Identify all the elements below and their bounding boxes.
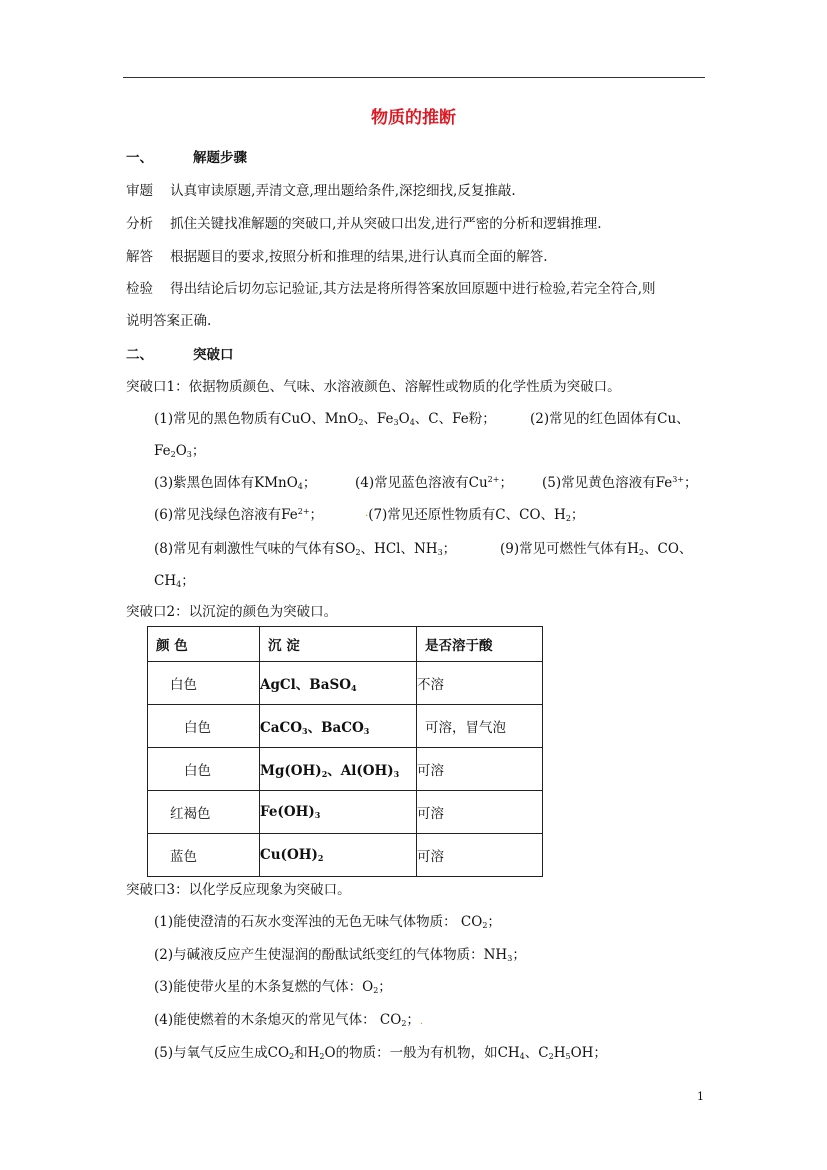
header-color: 颜 色 [148, 627, 260, 662]
bk3-item-1: (1)能使澄清的石灰水变浑浊的无色无味气体物质： $CO_2$； [154, 914, 501, 930]
bk1-item-9: (9)常见可燃性气体有$H_2$、CO、 [500, 541, 693, 557]
stray-mark: · [365, 511, 369, 522]
section-title: 解题步骤 [193, 150, 247, 166]
page-title: 物质的推断 [371, 108, 456, 128]
stray-mark: . [419, 1016, 424, 1027]
bk1-item-2: (2)常见的红色固体有Cu、 [530, 411, 690, 427]
header-acid-soluble: 是否溶于酸 [417, 627, 543, 662]
table-header-row [148, 627, 543, 662]
bk1-item-2-cont: $Fe_2O_3$； [154, 443, 206, 459]
step-review: 审题 认真审读原题,弄清文意,理出题给条件,深挖细找,反复推敲. [126, 183, 516, 199]
table-row: 白色 AgCl、BaSO$_4$ 不溶 [148, 662, 543, 705]
header-precipitate: 沉 淀 [260, 627, 417, 662]
header-rule [123, 77, 705, 78]
bk3-item-4: (4)能使燃着的木条熄灭的常见气体： $CO_2$；. [154, 1012, 424, 1028]
bk1-item-9-cont: $CH_4$； [154, 573, 195, 589]
bk1-item-8: (8)常见有刺激性气味的气体有$SO_2$、HCl、$NH_3$； [154, 541, 457, 557]
section-number: 二、 [126, 347, 153, 363]
breakthrough-1-heading: 突破口1：依据物质颜色、气味、水溶液颜色、溶解性或物质的化学性质为突破口。 [126, 379, 621, 395]
table-row: 白色 $Mg(OH)_2$、$Al(OH)_3$ 可溶 [148, 748, 543, 791]
breakthrough-3-heading: 突破口3：以化学反应现象为突破口。 [126, 882, 351, 898]
section-2-heading [126, 343, 234, 363]
section-title: 突破口 [193, 347, 234, 363]
bk1-item-3: (3)紫黑色固体有KMnO$_4$； [154, 475, 317, 491]
table-row: 白色 CaCO$_3$、BaCO$_3$ 可溶，冒气泡 [148, 705, 543, 748]
step-verify-cont: 说明答案正确. [126, 313, 212, 329]
page-number: 1 [697, 1090, 704, 1103]
bk1-item-5: (5)常见黄色溶液有$Fe^{3+}$； [542, 475, 698, 491]
bk1-item-1: (1)常见的黑色物质有CuO、MnO$_2$、$Fe_3O_4$、C、Fe粉； [154, 411, 496, 427]
bk3-item-3: (3)能使带火星的木条复燃的气体：$O_2$； [154, 979, 392, 995]
bk1-item-6: (6)常见浅绿色溶液有$Fe^{2+}$； [154, 507, 324, 523]
step-verify: 检验 得出结论后切勿忘记验证,其方法是将所得答案放回原题中进行检验,若完全符合,则 [126, 281, 656, 297]
table-row: 红褐色 $Fe(OH)_3$ 可溶 [148, 791, 543, 834]
section-1-heading [126, 146, 247, 166]
table-row: 蓝色 $Cu(OH)_2$ 可溶 [148, 834, 543, 877]
bk3-item-5: (5)与氧气反应生成$CO_2$和$H_2O$的物质：一般为有机物，如$CH_4$、$C_2H_5OH$； [154, 1045, 607, 1061]
step-analyze: 分析 抓住关键找准解题的突破口,并从突破口出发,进行严密的分析和逻辑推理. [126, 216, 602, 232]
precipitate-table [147, 626, 543, 877]
bk1-item-4: (4)常见蓝色溶液有$Cu^{2+}$； [355, 475, 513, 491]
section-number: 一、 [126, 150, 153, 166]
breakthrough-2-heading: 突破口2：以沉淀的颜色为突破口。 [126, 604, 338, 620]
step-answer: 解答 根据题目的要求,按照分析和推理的结果,进行认真而全面的解答. [126, 249, 548, 265]
bk3-item-2: (2)与碱液反应产生使湿润的酚酞试纸变红的气体物质：$NH_3$； [154, 947, 526, 963]
bk1-item-7: ·(7)常见还原性物质有C、CO、$H_2$； [365, 507, 585, 523]
